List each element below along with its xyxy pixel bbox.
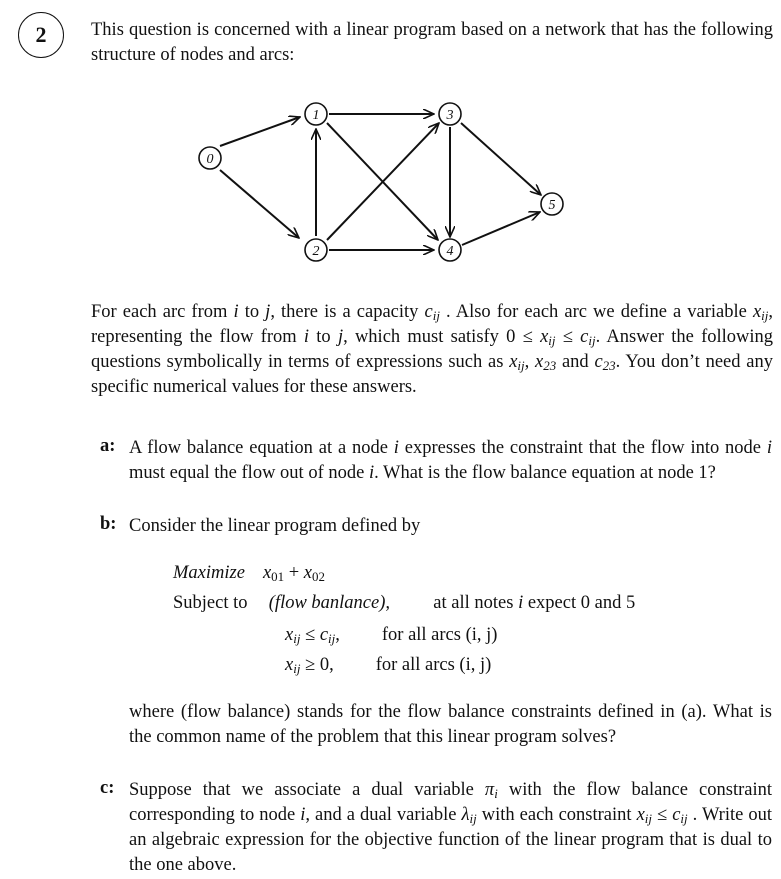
lp-subject-row	[173, 593, 635, 614]
lp-maximize-row: Maximize $x_{01} + x_{02}$	[173, 563, 325, 585]
lp-capacity-row: $x_{ij} \le c_{ij}$, for all arcs (i, j)	[285, 625, 498, 647]
question-number: 2	[35, 22, 47, 47]
node-2-label: 2	[312, 244, 320, 259]
arc-0-2	[220, 170, 299, 238]
part-b-text: Consider the linear program defined by	[129, 516, 421, 536]
capacity-condition: for all arcs (i, j)	[381, 625, 498, 645]
part-a-label: a:	[100, 436, 116, 456]
maximize-word: Maximize	[173, 563, 245, 583]
flow-balance-constraint: (flow banlance),	[268, 593, 391, 613]
question-intro: This question is concerned with a linear program based on a network that has the following structure of nodes and arcs:	[91, 20, 773, 65]
node-4-label: 4	[446, 244, 454, 259]
node-3-label: 3	[446, 108, 454, 123]
nonneg-condition: for all arcs (i, j)	[375, 655, 492, 675]
node-5-label: 5	[548, 198, 556, 213]
lp-nonneg-row: $x_{ij} \ge 0$, for all arcs (i, j)	[285, 655, 492, 677]
part-a-text: A flow balance equation at a node i expresses the constraint that the flow into node i must equal the flow out of node i. What is the flow balance equation at node 1?	[129, 438, 772, 483]
arc-3-5	[461, 123, 541, 195]
question-number-badge	[18, 12, 64, 58]
node-1-label: 1	[312, 108, 320, 123]
network-diagram	[190, 92, 590, 272]
part-c-label: c:	[100, 778, 115, 798]
part-b-label: b:	[100, 514, 117, 534]
part-c-text: Suppose that we associate a dual variable $\pi_i$ with the flow balance constraint corresponding to node i, and a dual variable $\lambda_{ij}$ with each constraint $x_{ij} \le c_{ij}$ . Write out an algebraic expression for the objective function of the linear program that is dual to the one above.	[129, 780, 773, 875]
node-0-label: 0	[206, 152, 214, 167]
flow-condition: at all notes i expect 0 and 5	[433, 593, 636, 613]
arc-0-1	[220, 117, 300, 146]
part-b-followup: where (flow balance) stands for the flow balance constraints defined in (a). What is the common name of the problem that this linear program solves?	[129, 702, 772, 747]
arc-4-5	[462, 212, 540, 245]
capacity-paragraph: For each arc from i to j, there is a capacity $c_{ij}$ . Also for each arc we define a variable $x_{ij}$, representing the flow from i to j, which must satisfy $0 \le x_{ij} \le c_{ij}$. Answer the following questions symbolically in terms of expressions such as $x_{ij}$, $x_{23}$ and $c_{23}$. You don’t need any specific numerical values for these answers.	[91, 302, 774, 397]
subject-to: Subject to	[173, 593, 248, 613]
